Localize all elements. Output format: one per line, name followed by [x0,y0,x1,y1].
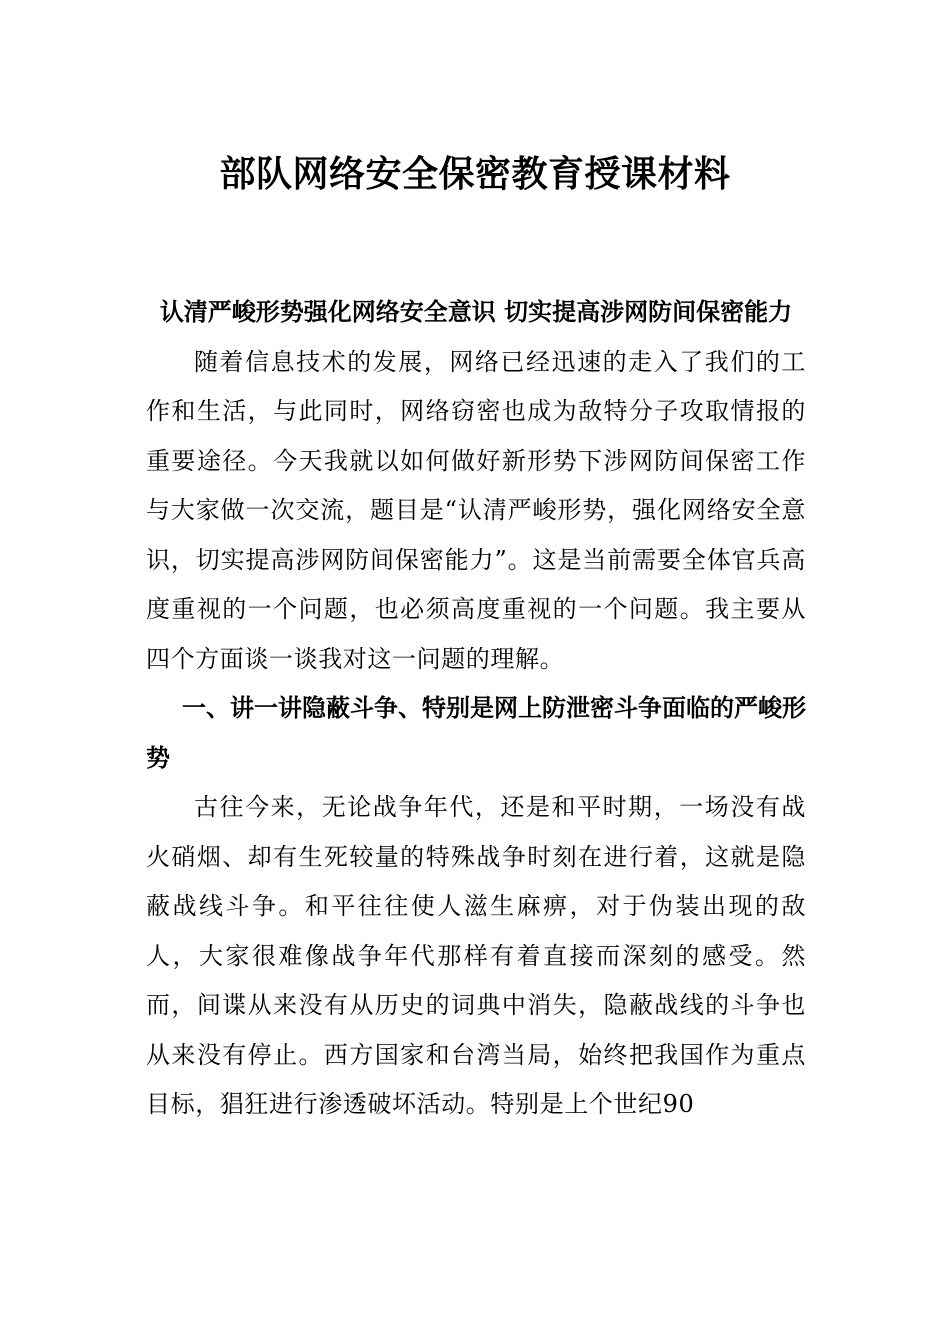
section-1-paragraph: 古往今来，无论战争年代，还是和平时期，一场没有战火硝烟、却有生死较量的特殊战争时刻在进行着，这就是隐蔽战线斗争。和平往往使人滋生麻痹，对于伪装出现的敌人，大家很难像战争年代那样有着直接而深刻的感受。然而，间谍从来没有从历史的词典中消失，隐蔽战线的斗争也从来没有停止。西方国家和台湾当局，始终把我国作为重点目标，猖狂进行渗透破坏活动。特别是上个世纪90 [146,793,806,1118]
intro-paragraph: 随着信息技术的发展，网络已经迅速的走入了我们的工作和生活，与此同时，网络窃密也成为敌特分子攻取情报的重要途径。今天我就以如何做好新形势下涉网防间保密工作与大家做一次交流，题目是“认清严峻形势，强化网络安全意识，切实提高涉网防间保密能力”。这是当前需要全体官兵高度重视的一个问题，也必须高度重视的一个问题。我主要从四个方面谈一谈我对这一问题的理解。 [146,347,806,673]
document-title: 部队网络安全保密教育授课材料 [219,153,731,195]
document-body [146,288,806,1130]
section-1-heading: 一、讲一讲隐蔽斗争、特别是网上防泄密斗争面临的严峻形势 [146,694,806,772]
document-subtitle: 认清严峻形势强化网络安全意识 切实提高涉网防间保密能力 [159,298,793,326]
